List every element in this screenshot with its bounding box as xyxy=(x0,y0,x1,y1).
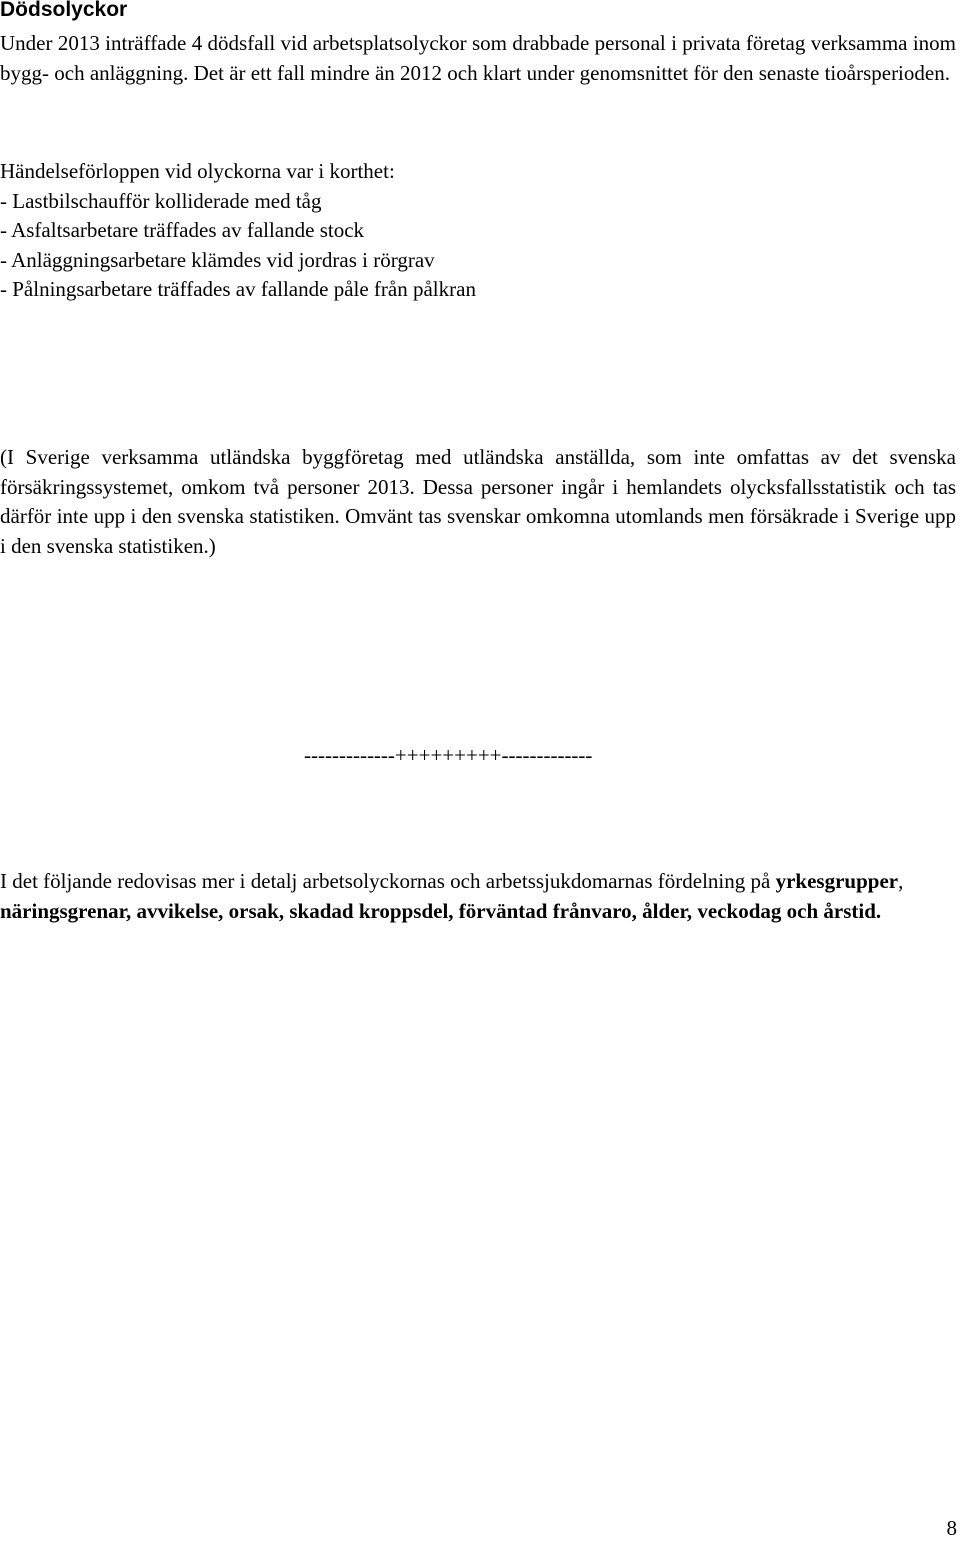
page-number: 8 xyxy=(946,1516,957,1540)
event-item: - Lastbilschaufför kolliderade med tåg xyxy=(0,188,322,213)
closing-paragraph xyxy=(0,867,956,926)
section-heading: Dödsolyckor xyxy=(0,0,128,21)
event-item: - Asfaltsarbetare träffades av fallande stock xyxy=(0,218,365,242)
closing-comma: , xyxy=(898,869,904,893)
event-list-lead: Händelseförloppen vid olyckorna var i korthet: xyxy=(0,159,395,183)
event-item: - Pålningsarbetare träffades av fallande påle från pålkran xyxy=(0,277,476,301)
intro-paragraph: Under 2013 inträffade 4 dödsfall vid arbetsplatsolyckor som drabbade personal i privata företag verksamma inom bygg- och anläggning. Det är ett fall mindre än 2012 och klart under genomsnittet för den senaste tioårsperioden. xyxy=(0,31,956,85)
event-list xyxy=(0,157,956,305)
event-item: - Anläggningsarbetare klämdes vid jordras i rörgrav xyxy=(0,247,435,272)
closing-terms: näringsgrenar, avvikelse, orsak, skadad kroppsdel, förväntad frånvaro, ålder, veckodag och årstid. xyxy=(0,898,882,923)
closing-lead: I det följande redovisas mer i detalj arbetsolyckornas och arbetssjukdomarnas fördelning på xyxy=(0,869,771,893)
note-paragraph: (I Sverige verksamma utländska byggföretag med utländska anställda, som inte omfattas av det svenska försäkringssystemet, omkom två personer 2013. Dessa personer ingår i hemlandets olycksfallsstatistik och tas därför inte upp i den svenska statistiken. Omvänt tas svenskar omkomna utomlands men försäkrade i Sverige upp i den svenska statistiken.) xyxy=(0,445,956,558)
closing-term-yrkesgrupper: yrkesgrupper xyxy=(775,869,899,893)
section-separator: -------------+++++++++------------- xyxy=(304,743,593,767)
